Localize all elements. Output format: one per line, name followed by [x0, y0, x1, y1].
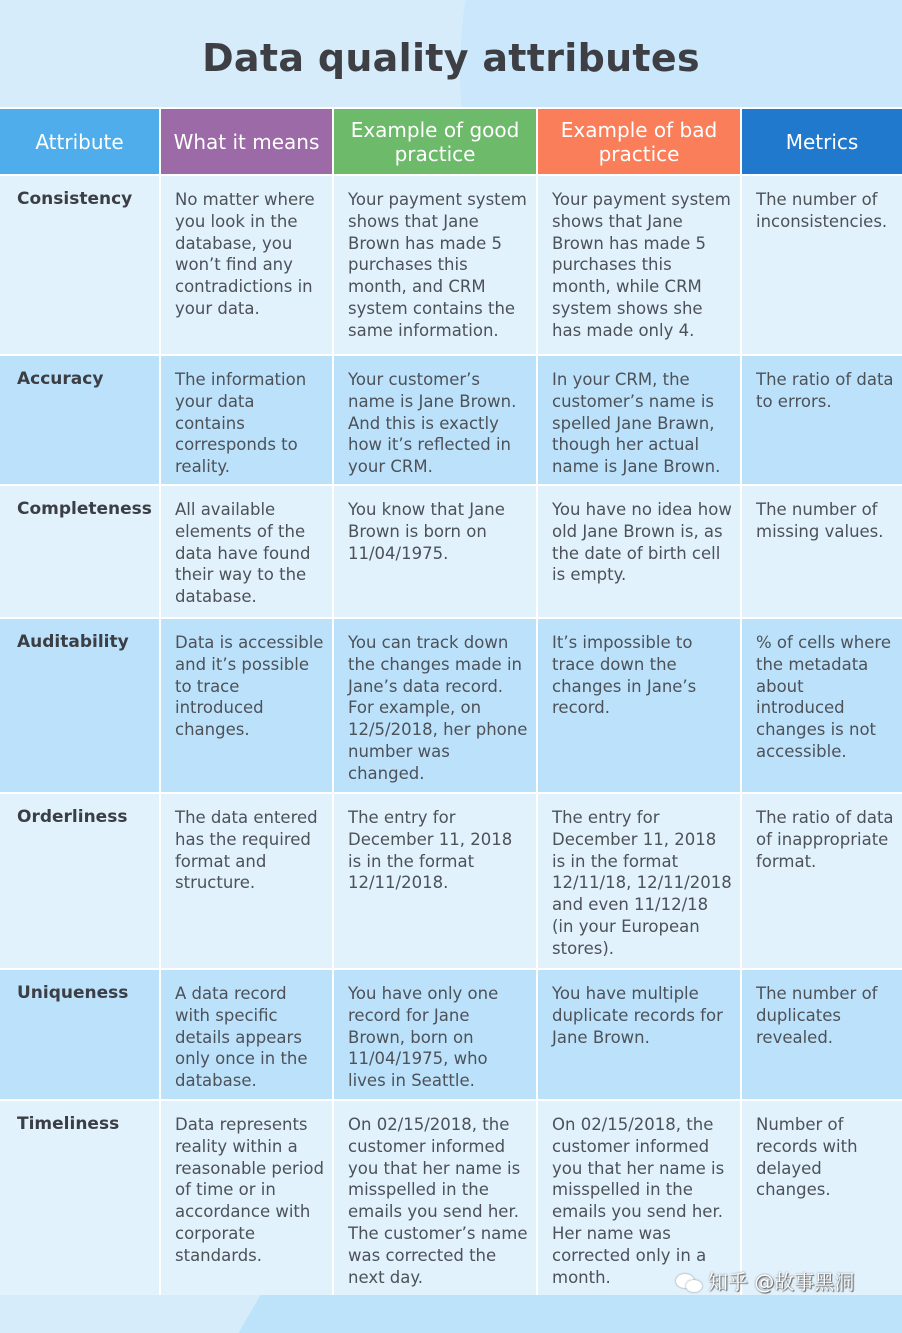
good-practice-cell: You have only one record for Jane Brown, born on 11/04/1975, who lives in Seattle.	[332, 968, 536, 1099]
metrics-cell: Number of records with delayed changes.	[740, 1099, 902, 1295]
header-attribute: Attribute	[0, 107, 159, 174]
metrics-cell: The number of inconsistencies.	[740, 174, 902, 354]
good-practice-cell: Your payment system shows that Jane Brown has made 5 purchases this month, and CRM system contains the same information.	[332, 174, 536, 354]
attribute-cell: Auditability	[0, 617, 159, 792]
good-practice-cell: You can track down the changes made in Jane’s data record. For example, on 12/5/2018, her phone number was changed.	[332, 617, 536, 792]
table-row-uniqueness	[0, 968, 902, 1099]
page-title: Data quality attributes	[202, 36, 700, 80]
table-row-auditability	[0, 617, 902, 792]
meaning-cell: The data entered has the required format and structure.	[159, 792, 332, 968]
background-bottom-decoration	[238, 1293, 902, 1333]
table-row-orderliness	[0, 792, 902, 968]
attribute-cell: Timeliness	[0, 1099, 159, 1295]
good-practice-cell: On 02/15/2018, the customer informed you that her name is misspelled in the emails you send her. The customer’s name was corrected the next day.	[332, 1099, 536, 1295]
good-practice-cell: You know that Jane Brown is born on 11/04/1975.	[332, 484, 536, 617]
good-practice-cell: The entry for December 11, 2018 is in the format 12/11/2018.	[332, 792, 536, 968]
good-practice-cell: Your customer’s name is Jane Brown. And this is exactly how it’s reflected in your CRM.	[332, 354, 536, 484]
bad-practice-cell: It’s impossible to trace down the changes in Jane’s record.	[536, 617, 740, 792]
bad-practice-cell: In your CRM, the customer’s name is spelled Jane Brawn, though her actual name is Jane Brown.	[536, 354, 740, 484]
bad-practice-cell: On 02/15/2018, the customer informed you that her name is misspelled in the emails you send her. Her name was corrected only in a month.	[536, 1099, 740, 1295]
metrics-cell: The ratio of data of inappropriate format.	[740, 792, 902, 968]
bad-practice-cell: The entry for December 11, 2018 is in the format 12/11/18, 12/11/2018 and even 11/12/18 (in your European stores).	[536, 792, 740, 968]
header-bad-practice: Example of bad practice	[536, 107, 740, 174]
metrics-cell: % of cells where the metadata about introduced changes is not accessible.	[740, 617, 902, 792]
meaning-cell: All available elements of the data have found their way to the database.	[159, 484, 332, 617]
attribute-cell: Accuracy	[0, 354, 159, 484]
meaning-cell: Data represents reality within a reasonable period of time or in accordance with corporate standards.	[159, 1099, 332, 1295]
bad-practice-cell: Your payment system shows that Jane Brown has made 5 purchases this month, while CRM system shows she has made only 4.	[536, 174, 740, 354]
meaning-cell: No matter where you look in the database, you won’t find any contradictions in your data.	[159, 174, 332, 354]
meaning-cell: A data record with specific details appears only once in the database.	[159, 968, 332, 1099]
header-metrics: Metrics	[740, 107, 902, 174]
watermark	[676, 1266, 854, 1295]
meaning-cell: Data is accessible and it’s possible to trace introduced changes.	[159, 617, 332, 792]
header-what-it-means: What it means	[159, 107, 332, 174]
attribute-cell: Uniqueness	[0, 968, 159, 1099]
metrics-cell: The number of missing values.	[740, 484, 902, 617]
table-row-accuracy	[0, 354, 902, 484]
table-row-consistency	[0, 174, 902, 354]
data-quality-table	[0, 107, 902, 1295]
meaning-cell: The information your data contains corresponds to reality.	[159, 354, 332, 484]
metrics-cell: The number of duplicates revealed.	[740, 968, 902, 1099]
bad-practice-cell: You have multiple duplicate records for Jane Brown.	[536, 968, 740, 1099]
attribute-cell: Consistency	[0, 174, 159, 354]
header-good-practice: Example of good practice	[332, 107, 536, 174]
table-row-completeness	[0, 484, 902, 617]
attribute-cell: Completeness	[0, 484, 159, 617]
table-header-row	[0, 107, 902, 174]
metrics-cell: The ratio of data to errors.	[740, 354, 902, 484]
wechat-icon	[676, 1274, 704, 1294]
attribute-cell: Orderliness	[0, 792, 159, 968]
watermark-text: 知乎 @故事黑洞	[708, 1270, 855, 1294]
bad-practice-cell: You have no idea how old Jane Brown is, as the date of birth cell is empty.	[536, 484, 740, 617]
